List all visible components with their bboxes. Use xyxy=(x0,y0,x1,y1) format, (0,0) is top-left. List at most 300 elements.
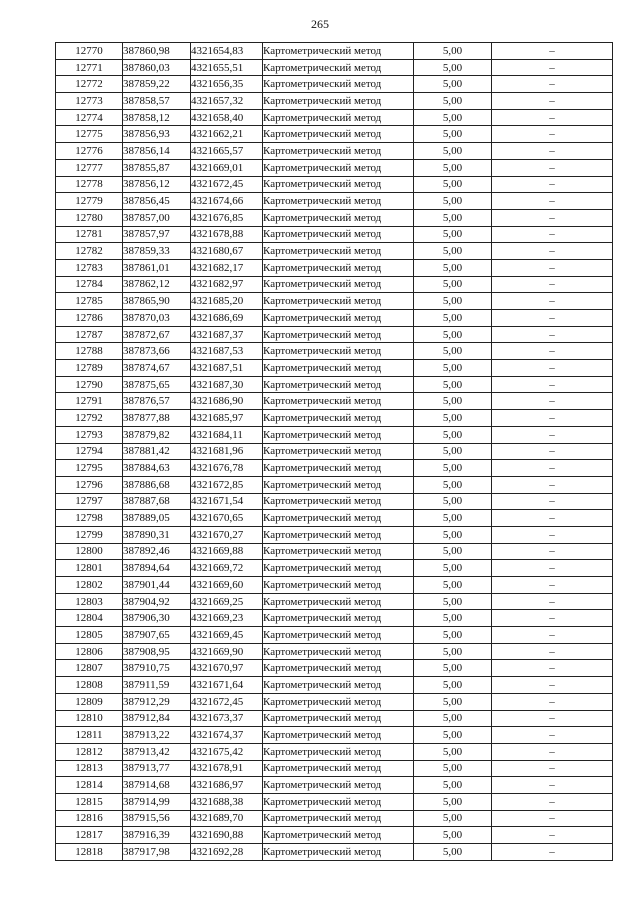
point-number-cell: 12807 xyxy=(56,660,123,677)
x-coordinate-cell: 387889,05 xyxy=(123,510,191,527)
point-number-cell: 12796 xyxy=(56,476,123,493)
note-cell: – xyxy=(492,643,613,660)
method-cell: Картометрический метод xyxy=(263,193,414,210)
x-coordinate-cell: 387906,30 xyxy=(123,610,191,627)
note-cell: – xyxy=(492,693,613,710)
x-coordinate-cell: 387860,03 xyxy=(123,59,191,76)
point-number-cell: 12812 xyxy=(56,743,123,760)
y-coordinate-cell: 4321669,60 xyxy=(191,577,263,594)
accuracy-cell: 5,00 xyxy=(414,93,492,110)
table-row xyxy=(56,76,613,93)
accuracy-cell: 5,00 xyxy=(414,743,492,760)
accuracy-cell: 5,00 xyxy=(414,693,492,710)
table-row xyxy=(56,310,613,327)
method-cell: Картометрический метод xyxy=(263,476,414,493)
note-cell: – xyxy=(492,326,613,343)
table-row xyxy=(56,493,613,510)
method-cell: Картометрический метод xyxy=(263,159,414,176)
note-cell: – xyxy=(492,827,613,844)
method-cell: Картометрический метод xyxy=(263,844,414,861)
method-cell: Картометрический метод xyxy=(263,543,414,560)
point-number-cell: 12792 xyxy=(56,410,123,427)
accuracy-cell: 5,00 xyxy=(414,710,492,727)
x-coordinate-cell: 387858,57 xyxy=(123,93,191,110)
x-coordinate-cell: 387856,14 xyxy=(123,143,191,160)
note-cell: – xyxy=(492,460,613,477)
table-row xyxy=(56,276,613,293)
y-coordinate-cell: 4321687,37 xyxy=(191,326,263,343)
accuracy-cell: 5,00 xyxy=(414,727,492,744)
method-cell: Картометрический метод xyxy=(263,727,414,744)
y-coordinate-cell: 4321686,97 xyxy=(191,777,263,794)
table-row xyxy=(56,159,613,176)
accuracy-cell: 5,00 xyxy=(414,176,492,193)
method-cell: Картометрический метод xyxy=(263,360,414,377)
method-cell: Картометрический метод xyxy=(263,176,414,193)
point-number-cell: 12805 xyxy=(56,627,123,644)
accuracy-cell: 5,00 xyxy=(414,293,492,310)
accuracy-cell: 5,00 xyxy=(414,393,492,410)
note-cell: – xyxy=(492,727,613,744)
table-row xyxy=(56,143,613,160)
accuracy-cell: 5,00 xyxy=(414,793,492,810)
accuracy-cell: 5,00 xyxy=(414,460,492,477)
accuracy-cell: 5,00 xyxy=(414,476,492,493)
accuracy-cell: 5,00 xyxy=(414,376,492,393)
accuracy-cell: 5,00 xyxy=(414,643,492,660)
y-coordinate-cell: 4321674,37 xyxy=(191,727,263,744)
x-coordinate-cell: 387913,22 xyxy=(123,727,191,744)
table-row xyxy=(56,109,613,126)
table-row xyxy=(56,777,613,794)
table-row xyxy=(56,226,613,243)
accuracy-cell: 5,00 xyxy=(414,577,492,594)
point-number-cell: 12790 xyxy=(56,376,123,393)
accuracy-cell: 5,00 xyxy=(414,777,492,794)
accuracy-cell: 5,00 xyxy=(414,143,492,160)
point-number-cell: 12785 xyxy=(56,293,123,310)
y-coordinate-cell: 4321669,25 xyxy=(191,593,263,610)
table-row xyxy=(56,93,613,110)
x-coordinate-cell: 387858,12 xyxy=(123,109,191,126)
method-cell: Картометрический метод xyxy=(263,510,414,527)
note-cell: – xyxy=(492,209,613,226)
y-coordinate-cell: 4321665,57 xyxy=(191,143,263,160)
x-coordinate-cell: 387865,90 xyxy=(123,293,191,310)
note-cell: – xyxy=(492,660,613,677)
x-coordinate-cell: 387881,42 xyxy=(123,443,191,460)
accuracy-cell: 5,00 xyxy=(414,526,492,543)
note-cell: – xyxy=(492,243,613,260)
x-coordinate-cell: 387917,98 xyxy=(123,844,191,861)
x-coordinate-cell: 387914,99 xyxy=(123,793,191,810)
note-cell: – xyxy=(492,259,613,276)
y-coordinate-cell: 4321686,90 xyxy=(191,393,263,410)
accuracy-cell: 5,00 xyxy=(414,109,492,126)
note-cell: – xyxy=(492,610,613,627)
y-coordinate-cell: 4321669,90 xyxy=(191,643,263,660)
table-row xyxy=(56,443,613,460)
point-number-cell: 12817 xyxy=(56,827,123,844)
accuracy-cell: 5,00 xyxy=(414,310,492,327)
note-cell: – xyxy=(492,393,613,410)
method-cell: Картометрический метод xyxy=(263,293,414,310)
point-number-cell: 12814 xyxy=(56,777,123,794)
y-coordinate-cell: 4321675,42 xyxy=(191,743,263,760)
y-coordinate-cell: 4321672,45 xyxy=(191,176,263,193)
accuracy-cell: 5,00 xyxy=(414,126,492,143)
note-cell: – xyxy=(492,627,613,644)
accuracy-cell: 5,00 xyxy=(414,660,492,677)
y-coordinate-cell: 4321672,45 xyxy=(191,693,263,710)
y-coordinate-cell: 4321662,21 xyxy=(191,126,263,143)
accuracy-cell: 5,00 xyxy=(414,543,492,560)
method-cell: Картометрический метод xyxy=(263,126,414,143)
table-row xyxy=(56,360,613,377)
note-cell: – xyxy=(492,577,613,594)
accuracy-cell: 5,00 xyxy=(414,560,492,577)
note-cell: – xyxy=(492,126,613,143)
point-number-cell: 12803 xyxy=(56,593,123,610)
method-cell: Картометрический метод xyxy=(263,760,414,777)
y-coordinate-cell: 4321690,88 xyxy=(191,827,263,844)
accuracy-cell: 5,00 xyxy=(414,360,492,377)
note-cell: – xyxy=(492,293,613,310)
point-number-cell: 12783 xyxy=(56,259,123,276)
x-coordinate-cell: 387861,01 xyxy=(123,259,191,276)
method-cell: Картометрический метод xyxy=(263,93,414,110)
table-row xyxy=(56,393,613,410)
point-number-cell: 12806 xyxy=(56,643,123,660)
y-coordinate-cell: 4321671,64 xyxy=(191,677,263,694)
y-coordinate-cell: 4321657,32 xyxy=(191,93,263,110)
y-coordinate-cell: 4321687,30 xyxy=(191,376,263,393)
point-number-cell: 12780 xyxy=(56,209,123,226)
accuracy-cell: 5,00 xyxy=(414,410,492,427)
x-coordinate-cell: 387876,57 xyxy=(123,393,191,410)
point-number-cell: 12797 xyxy=(56,493,123,510)
x-coordinate-cell: 387875,65 xyxy=(123,376,191,393)
note-cell: – xyxy=(492,677,613,694)
note-cell: – xyxy=(492,777,613,794)
y-coordinate-cell: 4321670,65 xyxy=(191,510,263,527)
x-coordinate-cell: 387874,67 xyxy=(123,360,191,377)
x-coordinate-cell: 387901,44 xyxy=(123,577,191,594)
y-coordinate-cell: 4321682,17 xyxy=(191,259,263,276)
x-coordinate-cell: 387913,77 xyxy=(123,760,191,777)
accuracy-cell: 5,00 xyxy=(414,593,492,610)
note-cell: – xyxy=(492,310,613,327)
y-coordinate-cell: 4321692,28 xyxy=(191,844,263,861)
x-coordinate-cell: 387912,29 xyxy=(123,693,191,710)
y-coordinate-cell: 4321655,51 xyxy=(191,59,263,76)
note-cell: – xyxy=(492,476,613,493)
table-row xyxy=(56,543,613,560)
accuracy-cell: 5,00 xyxy=(414,43,492,60)
point-number-cell: 12776 xyxy=(56,143,123,160)
y-coordinate-cell: 4321682,97 xyxy=(191,276,263,293)
table-row xyxy=(56,610,613,627)
point-number-cell: 12771 xyxy=(56,59,123,76)
y-coordinate-cell: 4321671,54 xyxy=(191,493,263,510)
method-cell: Картометрический метод xyxy=(263,560,414,577)
method-cell: Картометрический метод xyxy=(263,226,414,243)
y-coordinate-cell: 4321669,01 xyxy=(191,159,263,176)
x-coordinate-cell: 387913,42 xyxy=(123,743,191,760)
y-coordinate-cell: 4321686,69 xyxy=(191,310,263,327)
method-cell: Картометрический метод xyxy=(263,610,414,627)
table-row xyxy=(56,593,613,610)
point-number-cell: 12791 xyxy=(56,393,123,410)
table-row xyxy=(56,727,613,744)
y-coordinate-cell: 4321669,23 xyxy=(191,610,263,627)
accuracy-cell: 5,00 xyxy=(414,760,492,777)
table-row xyxy=(56,793,613,810)
point-number-cell: 12782 xyxy=(56,243,123,260)
note-cell: – xyxy=(492,410,613,427)
accuracy-cell: 5,00 xyxy=(414,259,492,276)
table-row xyxy=(56,259,613,276)
table-row xyxy=(56,526,613,543)
page-number: 265 xyxy=(311,17,329,31)
accuracy-cell: 5,00 xyxy=(414,844,492,861)
point-number-cell: 12772 xyxy=(56,76,123,93)
y-coordinate-cell: 4321654,83 xyxy=(191,43,263,60)
y-coordinate-cell: 4321687,53 xyxy=(191,343,263,360)
x-coordinate-cell: 387877,88 xyxy=(123,410,191,427)
point-number-cell: 12813 xyxy=(56,760,123,777)
point-number-cell: 12793 xyxy=(56,426,123,443)
table-row xyxy=(56,643,613,660)
x-coordinate-cell: 387894,64 xyxy=(123,560,191,577)
point-number-cell: 12784 xyxy=(56,276,123,293)
point-number-cell: 12779 xyxy=(56,193,123,210)
note-cell: – xyxy=(492,560,613,577)
x-coordinate-cell: 387857,00 xyxy=(123,209,191,226)
accuracy-cell: 5,00 xyxy=(414,827,492,844)
method-cell: Картометрический метод xyxy=(263,326,414,343)
x-coordinate-cell: 387911,59 xyxy=(123,677,191,694)
y-coordinate-cell: 4321688,38 xyxy=(191,793,263,810)
table-row xyxy=(56,193,613,210)
x-coordinate-cell: 387859,33 xyxy=(123,243,191,260)
y-coordinate-cell: 4321687,51 xyxy=(191,360,263,377)
x-coordinate-cell: 387916,39 xyxy=(123,827,191,844)
method-cell: Картометрический метод xyxy=(263,376,414,393)
accuracy-cell: 5,00 xyxy=(414,193,492,210)
table-row xyxy=(56,126,613,143)
method-cell: Картометрический метод xyxy=(263,209,414,226)
note-cell: – xyxy=(492,226,613,243)
note-cell: – xyxy=(492,143,613,160)
note-cell: – xyxy=(492,593,613,610)
point-number-cell: 12770 xyxy=(56,43,123,60)
table-row xyxy=(56,293,613,310)
method-cell: Картометрический метод xyxy=(263,410,414,427)
point-number-cell: 12781 xyxy=(56,226,123,243)
y-coordinate-cell: 4321669,72 xyxy=(191,560,263,577)
note-cell: – xyxy=(492,510,613,527)
x-coordinate-cell: 387862,12 xyxy=(123,276,191,293)
x-coordinate-cell: 387907,65 xyxy=(123,627,191,644)
method-cell: Картометрический метод xyxy=(263,677,414,694)
y-coordinate-cell: 4321669,45 xyxy=(191,627,263,644)
method-cell: Картометрический метод xyxy=(263,443,414,460)
accuracy-cell: 5,00 xyxy=(414,59,492,76)
method-cell: Картометрический метод xyxy=(263,627,414,644)
note-cell: – xyxy=(492,426,613,443)
point-number-cell: 12787 xyxy=(56,326,123,343)
accuracy-cell: 5,00 xyxy=(414,226,492,243)
y-coordinate-cell: 4321676,78 xyxy=(191,460,263,477)
point-number-cell: 12798 xyxy=(56,510,123,527)
note-cell: – xyxy=(492,844,613,861)
table-row xyxy=(56,560,613,577)
accuracy-cell: 5,00 xyxy=(414,76,492,93)
x-coordinate-cell: 387908,95 xyxy=(123,643,191,660)
method-cell: Картометрический метод xyxy=(263,393,414,410)
method-cell: Картометрический метод xyxy=(263,143,414,160)
point-number-cell: 12811 xyxy=(56,727,123,744)
accuracy-cell: 5,00 xyxy=(414,276,492,293)
y-coordinate-cell: 4321669,88 xyxy=(191,543,263,560)
accuracy-cell: 5,00 xyxy=(414,326,492,343)
point-number-cell: 12801 xyxy=(56,560,123,577)
table-row xyxy=(56,43,613,60)
note-cell: – xyxy=(492,159,613,176)
note-cell: – xyxy=(492,59,613,76)
table-row xyxy=(56,743,613,760)
x-coordinate-cell: 387884,63 xyxy=(123,460,191,477)
accuracy-cell: 5,00 xyxy=(414,243,492,260)
x-coordinate-cell: 387855,87 xyxy=(123,159,191,176)
x-coordinate-cell: 387904,92 xyxy=(123,593,191,610)
accuracy-cell: 5,00 xyxy=(414,343,492,360)
method-cell: Картометрический метод xyxy=(263,426,414,443)
x-coordinate-cell: 387887,68 xyxy=(123,493,191,510)
point-number-cell: 12778 xyxy=(56,176,123,193)
x-coordinate-cell: 387856,12 xyxy=(123,176,191,193)
x-coordinate-cell: 387912,84 xyxy=(123,710,191,727)
method-cell: Картометрический метод xyxy=(263,777,414,794)
x-coordinate-cell: 387915,56 xyxy=(123,810,191,827)
x-coordinate-cell: 387873,66 xyxy=(123,343,191,360)
table-row xyxy=(56,627,613,644)
table-row xyxy=(56,209,613,226)
point-number-cell: 12800 xyxy=(56,543,123,560)
table-row xyxy=(56,710,613,727)
method-cell: Картометрический метод xyxy=(263,526,414,543)
method-cell: Картометрический метод xyxy=(263,693,414,710)
y-coordinate-cell: 4321685,20 xyxy=(191,293,263,310)
table-row xyxy=(56,476,613,493)
x-coordinate-cell: 387886,68 xyxy=(123,476,191,493)
table-row xyxy=(56,760,613,777)
y-coordinate-cell: 4321689,70 xyxy=(191,810,263,827)
y-coordinate-cell: 4321673,37 xyxy=(191,710,263,727)
point-number-cell: 12799 xyxy=(56,526,123,543)
table-row xyxy=(56,326,613,343)
point-number-cell: 12794 xyxy=(56,443,123,460)
note-cell: – xyxy=(492,810,613,827)
method-cell: Картометрический метод xyxy=(263,810,414,827)
note-cell: – xyxy=(492,526,613,543)
x-coordinate-cell: 387910,75 xyxy=(123,660,191,677)
point-number-cell: 12788 xyxy=(56,343,123,360)
table-row xyxy=(56,243,613,260)
table-row xyxy=(56,827,613,844)
x-coordinate-cell: 387856,93 xyxy=(123,126,191,143)
point-number-cell: 12815 xyxy=(56,793,123,810)
method-cell: Картометрический метод xyxy=(263,827,414,844)
accuracy-cell: 5,00 xyxy=(414,677,492,694)
accuracy-cell: 5,00 xyxy=(414,426,492,443)
x-coordinate-cell: 387857,97 xyxy=(123,226,191,243)
method-cell: Картометрический метод xyxy=(263,577,414,594)
x-coordinate-cell: 387856,45 xyxy=(123,193,191,210)
accuracy-cell: 5,00 xyxy=(414,159,492,176)
coordinates-table-body xyxy=(56,43,613,861)
x-coordinate-cell: 387892,46 xyxy=(123,543,191,560)
y-coordinate-cell: 4321684,11 xyxy=(191,426,263,443)
table-row xyxy=(56,376,613,393)
method-cell: Картометрический метод xyxy=(263,76,414,93)
x-coordinate-cell: 387890,31 xyxy=(123,526,191,543)
method-cell: Картометрический метод xyxy=(263,793,414,810)
method-cell: Картометрический метод xyxy=(263,493,414,510)
table-row xyxy=(56,510,613,527)
note-cell: – xyxy=(492,493,613,510)
point-number-cell: 12795 xyxy=(56,460,123,477)
method-cell: Картометрический метод xyxy=(263,343,414,360)
y-coordinate-cell: 4321658,40 xyxy=(191,109,263,126)
accuracy-cell: 5,00 xyxy=(414,510,492,527)
method-cell: Картометрический метод xyxy=(263,660,414,677)
note-cell: – xyxy=(492,743,613,760)
point-number-cell: 12777 xyxy=(56,159,123,176)
note-cell: – xyxy=(492,93,613,110)
y-coordinate-cell: 4321678,88 xyxy=(191,226,263,243)
accuracy-cell: 5,00 xyxy=(414,610,492,627)
coordinates-table xyxy=(55,42,613,861)
method-cell: Картометрический метод xyxy=(263,43,414,60)
y-coordinate-cell: 4321676,85 xyxy=(191,209,263,226)
y-coordinate-cell: 4321681,96 xyxy=(191,443,263,460)
method-cell: Картометрический метод xyxy=(263,259,414,276)
accuracy-cell: 5,00 xyxy=(414,627,492,644)
note-cell: – xyxy=(492,376,613,393)
table-row xyxy=(56,59,613,76)
note-cell: – xyxy=(492,176,613,193)
note-cell: – xyxy=(492,276,613,293)
method-cell: Картометрический метод xyxy=(263,310,414,327)
y-coordinate-cell: 4321670,27 xyxy=(191,526,263,543)
method-cell: Картометрический метод xyxy=(263,710,414,727)
table-row xyxy=(56,460,613,477)
table-row xyxy=(56,660,613,677)
point-number-cell: 12786 xyxy=(56,310,123,327)
table-row xyxy=(56,677,613,694)
point-number-cell: 12789 xyxy=(56,360,123,377)
table-row xyxy=(56,426,613,443)
y-coordinate-cell: 4321680,67 xyxy=(191,243,263,260)
method-cell: Картометрический метод xyxy=(263,743,414,760)
note-cell: – xyxy=(492,443,613,460)
method-cell: Картометрический метод xyxy=(263,243,414,260)
x-coordinate-cell: 387914,68 xyxy=(123,777,191,794)
method-cell: Картометрический метод xyxy=(263,276,414,293)
point-number-cell: 12810 xyxy=(56,710,123,727)
